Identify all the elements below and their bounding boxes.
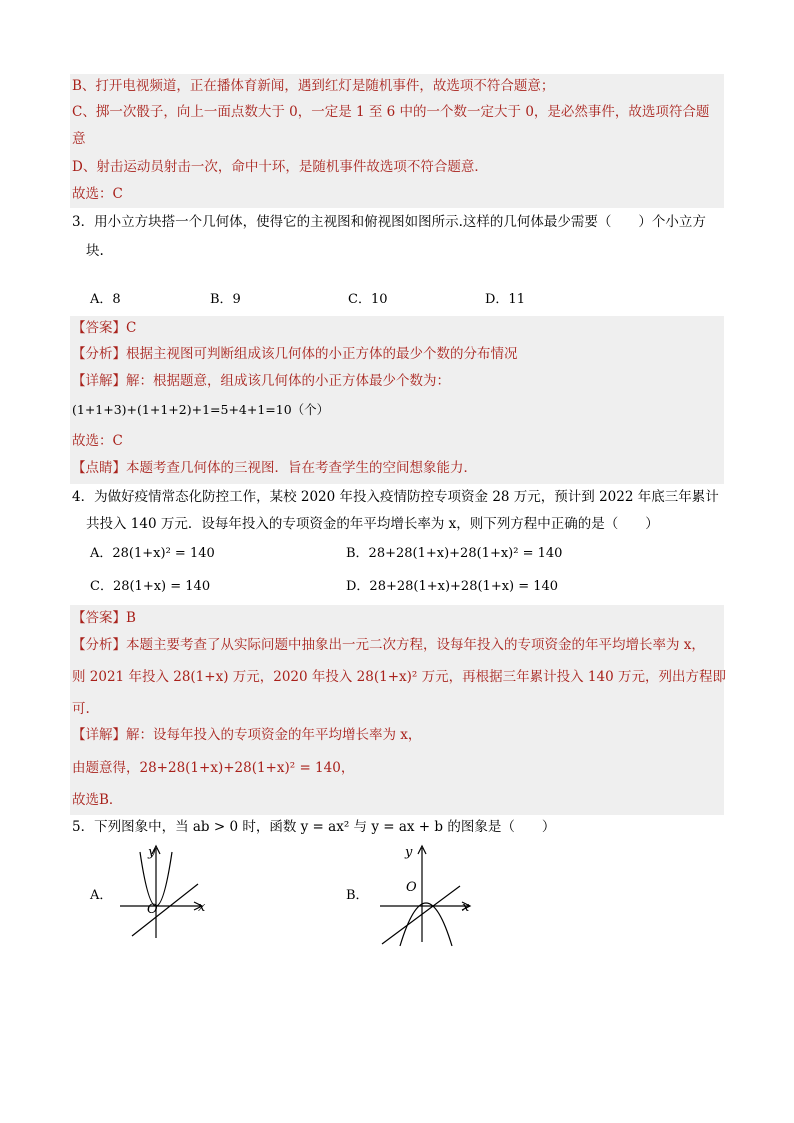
q3-comment [72, 457, 477, 479]
line-graph [132, 884, 198, 936]
analysis-text: 本题主要考查了从实际问题中抽象出一元二次方程，设每年投入的专项资金的年平均增长率为 x， [126, 637, 705, 653]
answer-value: C [126, 320, 137, 336]
q4-choice: 故选B． [72, 792, 123, 808]
q5-stem: 5．下列图象中，当 ab > 0 时，函数 y = ax² 与 y = ax + b 的图象是（ ） [72, 819, 556, 835]
q3-option-a: A．8 [90, 292, 121, 307]
q4-stem-line2: 共投入 140 万元．设每年投入的专项资金的年平均增长率为 x，则下列方程中正确的是（ ） [86, 516, 659, 532]
q3-analysis [72, 343, 518, 365]
q4-answer [72, 607, 136, 629]
q4-option-d: D．28+28(1+x)+28(1+x) = 140 [346, 579, 559, 594]
graph-a-x-label: x [198, 900, 206, 915]
analysis-tag: 【分析】 [72, 637, 126, 653]
q3-option-b: B．9 [210, 292, 241, 307]
q4-stem-line1: 4．为做好疫情常态化防控工作，某校 2020 年投入疫情防控专项资金 28 万元，预计到 2022 年底三年累计 [72, 489, 719, 505]
q4-option-a: A．28(1+x)² = 140 [90, 546, 215, 561]
graph-a-origin-label: O [147, 902, 158, 917]
q3-answer [72, 317, 136, 339]
analysis-tag: 【分析】 [72, 346, 126, 362]
q3-choice: 故选：C [72, 433, 123, 449]
q3-formula: (1+1+3)+(1+1+2)+1=5+4+1=10（个） [72, 402, 330, 417]
option-d-explanation: D、射击运动员射击一次，命中十环，是随机事件故选项不符合题意． [72, 159, 488, 175]
q5-option-a-label: A． [90, 888, 113, 903]
q3-option-d: D．11 [485, 292, 525, 307]
answer-value: B [126, 610, 136, 626]
q4-analysis-line1 [72, 634, 705, 656]
graph-b-x-label: x [462, 900, 470, 915]
comment-tag: 【点睛】 [72, 460, 126, 476]
detail-text: 解：根据题意，组成该几何体的小正方体最少个数为： [126, 373, 450, 389]
q5-graph-b [370, 842, 480, 950]
q4-option-b: B．28+28(1+x)+28(1+x)² = 140 [346, 546, 563, 561]
graph-b-origin-label: O [406, 880, 417, 895]
detail-tag: 【详解】 [72, 373, 126, 389]
q3-stem-line2: 块. [86, 243, 104, 259]
detail-text: 解：设每年投入的专项资金的年平均增长率为 x， [126, 727, 422, 743]
q3-option-c: C．10 [348, 292, 388, 307]
q3-stem-line1: 3．用小立方块搭一个几何体，使得它的主视图和俯视图如图所示.这样的几何体最少需要（ ）个小立方 [72, 214, 706, 230]
comment-text: 本题考查几何体的三视图．旨在考查学生的空间想象能力． [126, 460, 477, 476]
q4-option-c: C．28(1+x) = 140 [90, 579, 211, 594]
graph-b-y-label: y [405, 845, 413, 860]
option-b-explanation: B、打开电视频道，正在播体育新闻，遇到红灯是随机事件，故选项不符合题意； [72, 78, 555, 94]
analysis-text: 根据主视图可判断组成该几何体的小正方体的最少个数的分布情况 [126, 346, 518, 362]
graph-a-y-label: y [148, 845, 156, 860]
detail-tag: 【详解】 [72, 727, 126, 743]
q4-analysis-line2: 则 2021 年投入 28(1+x) 万元，2020 年投入 28(1+x)² 万元，再根据三年累计投入 140 万元，列出方程即 [72, 669, 726, 685]
answer-tag: 【答案】 [72, 320, 126, 336]
option-c-explanation: C、掷一次骰子，向上一面点数大于 0，一定是 1 至 6 中的一个数一定大于 0，是必然事件，故选项符合题 [72, 104, 710, 120]
q5-option-b-label: B． [346, 888, 369, 903]
q3-detail [72, 370, 450, 392]
q4-analysis-line3: 可. [72, 701, 90, 717]
option-c-explanation-cont: 意 [72, 131, 86, 147]
q5-graph-a [110, 842, 220, 940]
q4-detail-line2: 由题意得，28+28(1+x)+28(1+x)² = 140， [72, 760, 355, 776]
q4-detail-line1 [72, 724, 421, 746]
prev-choice: 故选：C [72, 186, 123, 202]
answer-tag: 【答案】 [72, 610, 126, 626]
